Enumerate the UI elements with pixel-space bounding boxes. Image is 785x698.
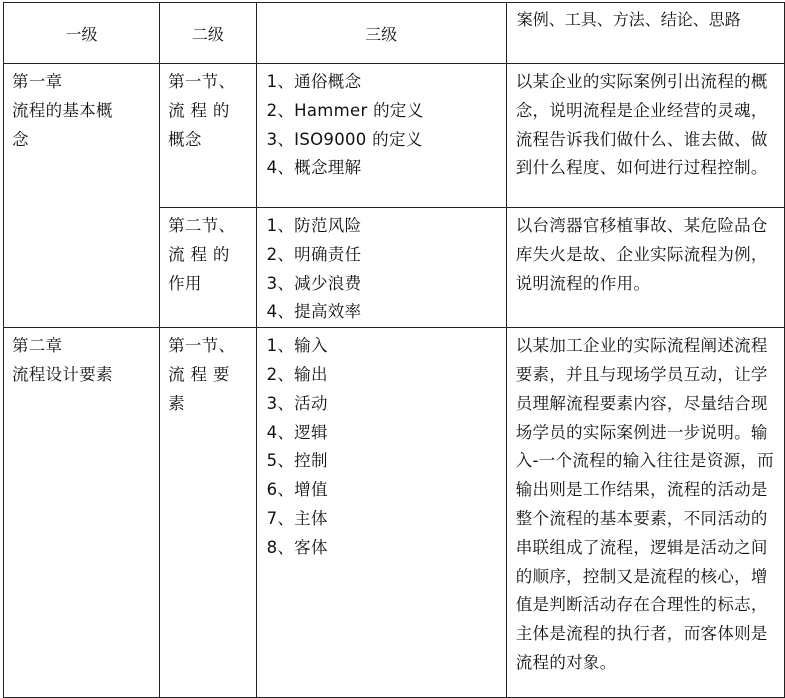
- header-level4-text: 案例、工具、方法、结论、思路: [516, 10, 741, 29]
- list-item: 4、提高效率: [266, 302, 362, 322]
- list-item: 1、输入: [266, 336, 328, 356]
- section-title-line: 第一节、: [168, 336, 236, 356]
- list-item: 7、主体: [266, 508, 328, 528]
- note-text: 以某企业的实际案例引出流程的概念，说明流程是企业经营的灵魂，流程告诉我们做什么、谁去做、做到什么程度、如何进行过程控制。: [515, 72, 768, 178]
- section-1-2-note: [506, 208, 784, 328]
- list-item: 2、输出: [266, 364, 328, 384]
- section-2-1-cell: [160, 328, 256, 698]
- section-title-line: 流 程 要: [168, 364, 230, 384]
- header-level1-text: 一级: [65, 24, 98, 44]
- header-level3-text: 三级: [365, 24, 398, 44]
- section-title-line: 第一节、: [168, 72, 236, 91]
- section-2-1-items: [256, 328, 506, 698]
- chapter-1-title-line: 念: [12, 129, 29, 149]
- header-level2: [160, 3, 256, 64]
- chapter-1-title-line: 第一章: [12, 72, 63, 91]
- list-item: 8、客体: [266, 537, 328, 557]
- table-row: [4, 328, 785, 698]
- section-1-1-cell: [160, 64, 256, 208]
- note-text: 以某加工企业的实际流程阐述流程要素，并且与现场学员互动，让学员理解流程要素内容，尽量结合现场学员的实际案例进一步说明。输入-一个流程的输入往往是资源，而输出则是工作结果，流程的活动是整个流程的基本要素，不同活动的串联组成了流程，逻辑是活动之间的顺序，控制又是流程的核心，增值是判断活动存在合理性的标志，主体是流程的执行者，而客体则是流程的对象。: [515, 336, 774, 672]
- course-outline-table: [3, 2, 785, 698]
- list-item: 2、Hammer 的定义: [266, 100, 424, 120]
- header-level3: [256, 3, 506, 64]
- header-level4: [506, 3, 784, 64]
- chapter-1-title-line: 流程的基本概: [12, 100, 113, 120]
- note-text: 以台湾器官移植事故、某危险品仓库失火是故、企业实际流程为例，说明流程的作用。: [515, 216, 768, 293]
- list-item: 1、防范风险: [266, 216, 362, 235]
- header-row: [4, 3, 785, 64]
- section-2-1-note: [506, 328, 784, 698]
- table-row: [4, 64, 785, 208]
- section-title-line: 流 程 的: [168, 244, 230, 264]
- section-title-line: 概念: [168, 129, 202, 149]
- header-level1: [4, 3, 160, 64]
- list-item: 5、控制: [266, 451, 328, 471]
- list-item: 4、逻辑: [266, 422, 328, 442]
- list-item: 2、明确责任: [266, 244, 362, 264]
- section-1-1-note: [506, 64, 784, 208]
- section-title-line: 流 程 的: [168, 100, 230, 120]
- chapter-2-title-line: 流程设计要素: [12, 364, 113, 384]
- chapter-1-cell: [4, 64, 160, 328]
- section-title-line: 第二节、: [168, 216, 236, 235]
- list-item: 4、概念理解: [266, 158, 362, 178]
- list-item: 3、ISO9000 的定义: [266, 129, 423, 149]
- chapter-2-cell: [4, 328, 160, 698]
- section-title-line: 素: [168, 393, 185, 413]
- section-title-line: 作用: [168, 273, 202, 293]
- list-item: 6、增值: [266, 480, 328, 500]
- section-1-1-items: [256, 64, 506, 208]
- list-item: 3、减少浪费: [266, 273, 362, 293]
- list-item: 1、通俗概念: [266, 72, 362, 91]
- section-1-2-cell: [160, 208, 256, 328]
- header-level2-text: 二级: [191, 24, 224, 44]
- section-1-2-items: [256, 208, 506, 328]
- list-item: 3、活动: [266, 393, 328, 413]
- chapter-2-title-line: 第二章: [12, 336, 63, 356]
